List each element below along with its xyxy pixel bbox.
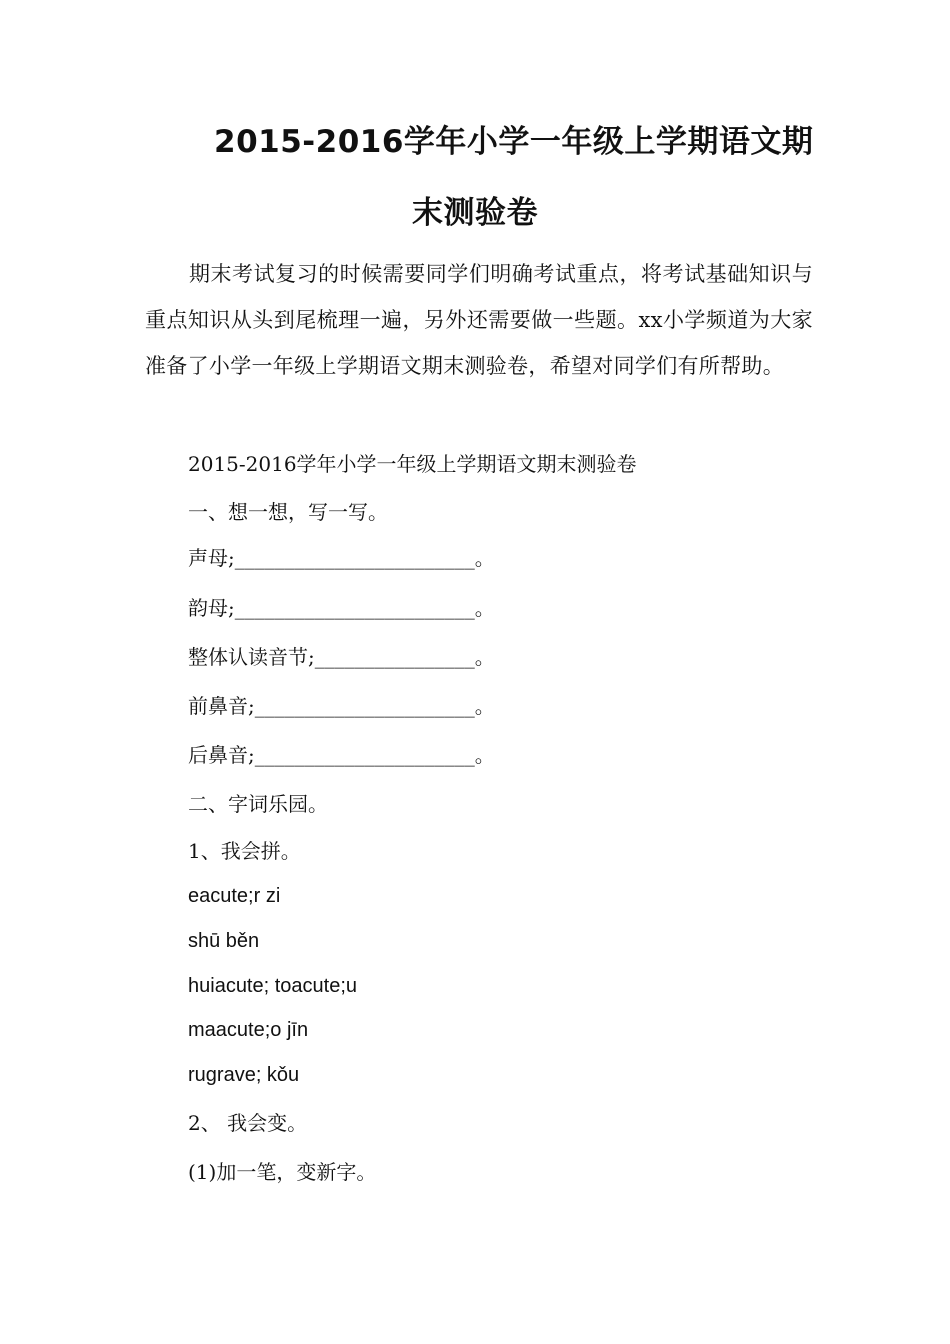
pinyin-item: huiacute; toacute;u bbox=[188, 975, 358, 997]
fill-line-whole-syllables: 整体认读音节;________________。 bbox=[188, 645, 495, 669]
subtitle: 2015-2016学年小学一年级上学期语文期末测验卷 bbox=[188, 452, 637, 476]
pinyin-item: maacute;o jīn bbox=[188, 1019, 309, 1041]
section-2-heading: 二、字词乐园。 bbox=[188, 792, 328, 816]
document-title-line-1: 2015-2016学年小学一年级上学期语文期 bbox=[214, 124, 814, 160]
question-1-heading: 1、我会拼。 bbox=[188, 839, 301, 863]
fill-line-back-nasal: 后鼻音;______________________。 bbox=[188, 743, 495, 767]
pinyin-item: rugrave; kǒu bbox=[188, 1064, 300, 1086]
pinyin-item: shū běn bbox=[188, 930, 260, 952]
intro-paragraph: 期末考试复习的时候需要同学们明确考试重点，将考试基础知识与重点知识从头到尾梳理一遍，另外还需要做一些题。xx小学频道为大家准备了小学一年级上学期语文期末测验卷，希望对同学们有所帮助。 bbox=[145, 262, 813, 378]
question-2-subitem: (1)加一笔，变新字。 bbox=[188, 1160, 377, 1184]
fill-line-finals: 韵母;________________________。 bbox=[188, 596, 495, 620]
document-title-line-2: 末测验卷 bbox=[412, 195, 538, 231]
fill-line-initials: 声母;________________________。 bbox=[188, 546, 495, 570]
section-1-heading: 一、想一想，写一写。 bbox=[188, 500, 388, 524]
pinyin-item: eacute;r zi bbox=[188, 885, 281, 907]
fill-line-front-nasal: 前鼻音;______________________。 bbox=[188, 694, 495, 718]
question-2-heading: 2、 我会变。 bbox=[188, 1111, 308, 1135]
